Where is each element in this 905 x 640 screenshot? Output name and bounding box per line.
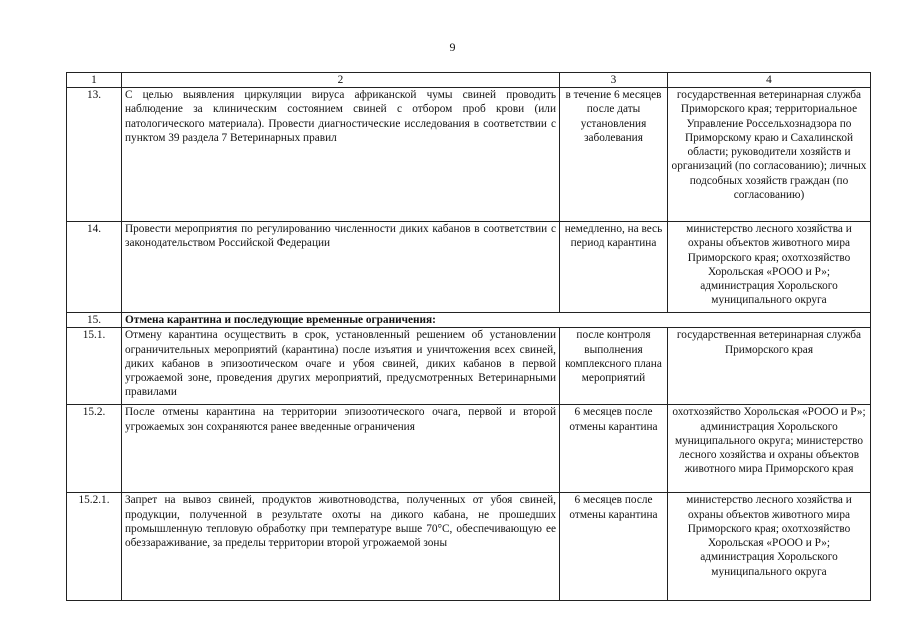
row-number: 15.2.: [67, 405, 122, 493]
term-text: 6 месяцев после отмены карантина: [560, 405, 668, 493]
row-number: 13.: [67, 88, 122, 222]
table-row: [67, 405, 871, 493]
table-row: [67, 88, 871, 222]
header-cell: 2: [122, 73, 560, 88]
measure-text: Запрет на вывоз свиней, продуктов животноводства, полученных от убоя свиней, продукции, полученной в результате охоты на дикого кабана, не прошедших промышленную тепловую обработку при температуре выше 70°С, обеспечивающую ее обеззараживание, за пределы территории второй угрожаемой зоны: [122, 493, 560, 601]
measure-text: Провести мероприятия по регулированию численности диких кабанов в соответствии с законодательством Российской Федерации: [122, 222, 560, 313]
row-number: 15.: [67, 313, 122, 328]
measure-text: После отмены карантина на территории эпизоотического очага, первой и второй угрожаемых зон сохраняются ранее введенные ограничения: [122, 405, 560, 493]
section-title: Отмена карантина и последующие временные ограничения:: [122, 313, 871, 328]
term-text: 6 месяцев после отмены карантина: [560, 493, 668, 601]
header-cell: 4: [668, 73, 871, 88]
responsible-text: охотхозяйство Хорольская «РООО и Р»; администрация Хорольского муниципального округа; министерство лесного хозяйства и охраны объектов животного мира Приморского края: [668, 405, 871, 493]
row-number: 14.: [67, 222, 122, 313]
responsible-text: министерство лесного хозяйства и охраны объектов животного мира Приморского края; охотхозяйство Хорольская «РООО и Р»; администрация Хорольского муниципального округа: [668, 493, 871, 601]
row-number: 15.2.1.: [67, 493, 122, 601]
row-number: 15.1.: [67, 328, 122, 405]
table-row: [67, 313, 871, 328]
measure-text: С целью выявления циркуляции вируса африканской чумы свиней проводить наблюдение за клиническим состоянием свиней с отбором проб крови (или патологического материала). Провести диагностические исследования в соответствии с пунктом 39 раздела 7 Ветеринарных правил: [122, 88, 560, 222]
responsible-text: государственная ветеринарная служба Приморского края: [668, 328, 871, 405]
term-text: немедленно, на весь период карантина: [560, 222, 668, 313]
responsible-text: министерство лесного хозяйства и охраны объектов животного мира Приморского края; охотхозяйство Хорольская «РООО и Р»; администрация Хорольского муниципального округа: [668, 222, 871, 313]
header-cell: 1: [67, 73, 122, 88]
responsible-text: государственная ветеринарная служба Приморского края; территориальное Управление Россельхознадзора по Приморскому краю и Сахалинской области; руководители хозяйств и организаций (по согласованию); личных подсобных хозяйств граждан (по согласованию): [668, 88, 871, 222]
table-row: [67, 493, 871, 601]
page-number: 9: [449, 40, 456, 54]
measures-table: [66, 72, 871, 601]
term-text: после контроля выполнения комплексного плана мероприятий: [560, 328, 668, 405]
term-text: в течение 6 месяцев после даты установления заболевания: [560, 88, 668, 222]
header-cell: 3: [560, 73, 668, 88]
header-row: [67, 73, 871, 88]
table-row: [67, 328, 871, 405]
table-row: [67, 222, 871, 313]
measure-text: Отмену карантина осуществить в срок, установленный решением об установлении ограничительных мероприятий (карантина) после изъятия и уничтожения всех свиней, диких кабанов в эпизоотическом очаге и убоя свиней, диких кабанов в первой угрожаемой зоне, проведения других мероприятий, предусмотренных Ветеринарными правилами: [122, 328, 560, 405]
